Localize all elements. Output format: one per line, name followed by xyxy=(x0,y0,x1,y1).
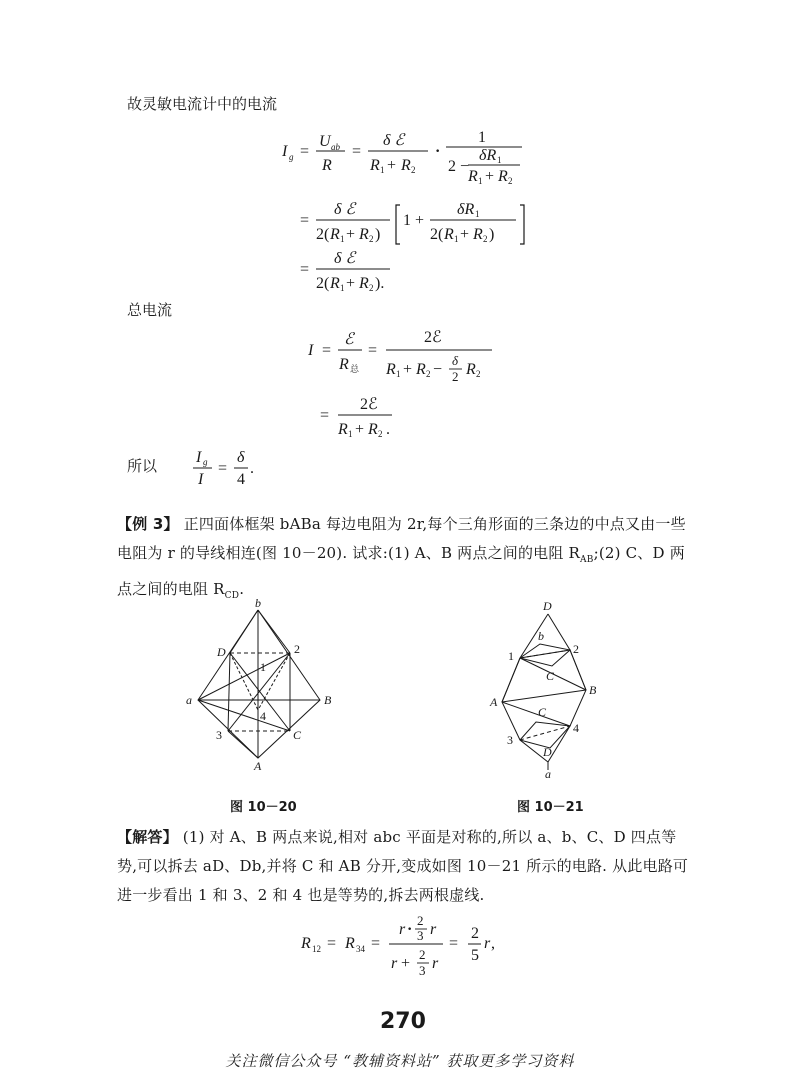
svg-text:R: R xyxy=(401,157,411,174)
svg-text:R: R xyxy=(322,157,332,174)
svg-text:总: 总 xyxy=(350,364,360,374)
svg-text:=: = xyxy=(368,342,378,359)
svg-text:1: 1 xyxy=(340,234,345,244)
svg-text:2: 2 xyxy=(483,234,488,244)
svg-text:r: r xyxy=(399,921,406,938)
svg-text:2: 2 xyxy=(378,429,383,439)
svg-text:=: = xyxy=(449,935,459,952)
svg-text:,: , xyxy=(491,935,495,952)
svg-text:2(: 2( xyxy=(316,226,330,243)
text-total-current: 总电流 xyxy=(127,301,173,319)
svg-text:2: 2 xyxy=(426,369,431,379)
svg-text:1: 1 xyxy=(348,429,353,439)
svg-text:R: R xyxy=(386,361,396,378)
svg-text:=: = xyxy=(300,143,310,160)
svg-text:.: . xyxy=(250,460,254,477)
svg-text:): ) xyxy=(489,226,495,243)
svg-text:1: 1 xyxy=(380,165,385,175)
fig2-label-3: 3 xyxy=(507,733,513,747)
figure-10-21-caption: 图 10－21 xyxy=(517,800,584,815)
svg-text:δ ℰ: δ ℰ xyxy=(383,132,405,149)
svg-text:2: 2 xyxy=(369,283,374,292)
example-end: . xyxy=(239,580,245,598)
svg-text:R: R xyxy=(468,168,478,185)
svg-text:2ℰ: 2ℰ xyxy=(360,396,378,413)
svg-text:R: R xyxy=(498,168,508,185)
svg-text:5: 5 xyxy=(471,947,479,964)
svg-text:2: 2 xyxy=(471,925,479,942)
fig1-label-4: 4 xyxy=(260,709,266,723)
svg-text:+: + xyxy=(387,157,397,174)
svg-text:R: R xyxy=(359,226,369,243)
text-so: 所以 xyxy=(127,457,158,475)
svg-text:+: + xyxy=(485,168,495,185)
page-number: 270 xyxy=(380,1009,426,1034)
svg-text:2ℰ: 2ℰ xyxy=(424,329,442,346)
fig1-label-1: 1 xyxy=(260,660,266,674)
svg-text:.: . xyxy=(386,421,390,438)
fig1-label-3: 3 xyxy=(216,728,222,742)
figure-10-20 xyxy=(180,598,360,778)
svg-text:R: R xyxy=(368,421,378,438)
svg-text:2: 2 xyxy=(369,234,374,244)
svg-text:3: 3 xyxy=(417,928,424,943)
svg-text:δR: δR xyxy=(479,147,497,164)
svg-text:r: r xyxy=(391,955,398,972)
svg-text:δ: δ xyxy=(237,449,245,466)
text-line-current: 故灵敏电流计中的电流 xyxy=(127,95,278,113)
svg-text:+: + xyxy=(346,275,356,292)
answer-paragraph xyxy=(117,823,695,910)
svg-text:R: R xyxy=(330,275,340,292)
fig2-label-4: 4 xyxy=(573,721,579,735)
svg-text:I: I xyxy=(282,143,288,160)
svg-text:I: I xyxy=(196,449,202,466)
svg-text:+: + xyxy=(403,361,413,378)
svg-text:R: R xyxy=(473,226,483,243)
example-mid: ;(2) C、D 两点之间的电阻 R xyxy=(117,544,685,598)
svg-text:g: g xyxy=(203,457,208,467)
example-3-paragraph xyxy=(117,510,695,611)
footer-promo: 关注微信公众号 “教辅资料站” 获取更多学习资料 xyxy=(225,1052,575,1070)
svg-text:R: R xyxy=(359,275,369,292)
svg-text:·: · xyxy=(407,921,413,938)
svg-text:R: R xyxy=(416,361,426,378)
svg-text:I: I xyxy=(308,342,314,359)
fig2-label-A: A xyxy=(490,695,498,709)
svg-text:2: 2 xyxy=(476,369,481,379)
svg-text:−: − xyxy=(433,361,443,378)
fig2-label-2: 2 xyxy=(573,642,579,656)
svg-text:2: 2 xyxy=(417,913,424,928)
svg-text:2: 2 xyxy=(419,947,426,962)
fig2-label-C-top: C xyxy=(546,669,555,683)
example-body: 正四面体框架 bABa 每边电阻为 2r,每个三角形面的三条边的中点又由一些电阻为 r 的导线相连(图 10－20). 试求:(1) A、B 两点之间的电阻 R xyxy=(117,515,686,562)
svg-text:2: 2 xyxy=(508,176,513,186)
svg-text:1: 1 xyxy=(478,176,483,186)
fig1-label-D: D xyxy=(217,645,226,659)
svg-text:2: 2 xyxy=(411,165,416,175)
fig1-label-a: a xyxy=(186,693,192,707)
equation-ratio xyxy=(188,446,268,490)
svg-text:r: r xyxy=(484,935,491,952)
svg-text:3: 3 xyxy=(419,963,426,978)
fig2-label-D-bottom: D xyxy=(543,745,552,759)
figure-10-21 xyxy=(478,598,628,782)
svg-text:1 +: 1 + xyxy=(403,212,425,229)
fig1-label-2: 2 xyxy=(294,642,300,656)
fig1-label-A: A xyxy=(254,759,262,773)
svg-text:I: I xyxy=(198,471,204,488)
svg-text:δ ℰ: δ ℰ xyxy=(334,250,356,267)
fig1-label-B: B xyxy=(324,693,332,707)
equation-galvanometer-current xyxy=(270,122,570,292)
svg-text:δ: δ xyxy=(452,353,459,368)
svg-text:2(: 2( xyxy=(430,226,444,243)
svg-text:R: R xyxy=(345,935,355,952)
answer-body: (1) 对 A、B 两点来说,相对 abc 平面是对称的,所以 a、b、C、D 四点等势,可以拆去 aD、Db,并将 C 和 AB 分开,变成如图 10－21 所示的电路. 从此电路可进一步看出 1 和 3、2 和 4 也是等势的,拆去两根虚线. xyxy=(117,828,689,904)
svg-text:=: = xyxy=(327,935,337,952)
svg-text:+: + xyxy=(355,421,365,438)
svg-text:=: = xyxy=(352,143,362,160)
svg-text:r: r xyxy=(432,955,439,972)
example-rcd-subscript: CD xyxy=(224,591,240,601)
svg-text:=: = xyxy=(371,935,381,952)
svg-text:R: R xyxy=(330,226,340,243)
svg-text:g: g xyxy=(289,152,294,162)
fig1-label-C: C xyxy=(293,728,302,742)
svg-text:1: 1 xyxy=(454,234,459,244)
svg-text:=: = xyxy=(320,407,330,424)
svg-text:=: = xyxy=(300,212,310,229)
svg-text:1: 1 xyxy=(478,129,486,146)
svg-text:34: 34 xyxy=(356,944,365,954)
svg-text:1: 1 xyxy=(340,283,345,292)
fig2-label-a: a xyxy=(545,767,551,781)
svg-text:2(: 2( xyxy=(316,275,330,292)
equation-r12 xyxy=(295,908,525,988)
svg-text:r: r xyxy=(430,921,437,938)
answer-tag: 【解答】 xyxy=(117,828,178,846)
svg-text:U: U xyxy=(319,133,331,150)
fig2-label-B: B xyxy=(589,683,597,697)
svg-text:1: 1 xyxy=(396,369,401,379)
svg-text:4: 4 xyxy=(237,471,245,488)
svg-text:).: ). xyxy=(375,275,385,292)
example-tag: 【例 3】 xyxy=(117,515,179,533)
svg-text:R: R xyxy=(370,157,380,174)
svg-text:): ) xyxy=(375,226,381,243)
svg-text:2: 2 xyxy=(452,369,459,384)
svg-text:R: R xyxy=(444,226,454,243)
svg-text:+: + xyxy=(460,226,470,243)
svg-text:ab: ab xyxy=(331,142,340,152)
svg-text:ℰ: ℰ xyxy=(344,331,354,348)
fig2-label-C-bottom: C xyxy=(538,705,547,719)
svg-text:+: + xyxy=(346,226,356,243)
svg-text:δ ℰ: δ ℰ xyxy=(334,201,356,218)
fig2-label-b: b xyxy=(538,629,544,643)
figure-10-20-caption: 图 10－20 xyxy=(230,800,297,815)
svg-text:1: 1 xyxy=(497,155,502,165)
svg-text:R: R xyxy=(338,421,348,438)
svg-text:1: 1 xyxy=(475,209,480,219)
example-rab-subscript: AB xyxy=(580,555,594,565)
fig2-label-1: 1 xyxy=(508,649,514,663)
svg-text:=: = xyxy=(218,460,228,477)
svg-text:R: R xyxy=(301,935,311,952)
svg-text:+: + xyxy=(401,955,411,972)
svg-text:R: R xyxy=(466,361,476,378)
fig1-label-b: b xyxy=(255,598,261,610)
svg-text:R: R xyxy=(339,356,349,373)
svg-text:=: = xyxy=(322,342,332,359)
svg-text:12: 12 xyxy=(312,944,321,954)
svg-text:=: = xyxy=(300,261,310,278)
svg-text:·: · xyxy=(435,143,441,160)
fig2-label-D-top: D xyxy=(543,599,552,613)
svg-text:2 −: 2 − xyxy=(448,158,470,175)
equation-total-current xyxy=(300,322,520,440)
svg-text:δR: δR xyxy=(457,201,475,218)
